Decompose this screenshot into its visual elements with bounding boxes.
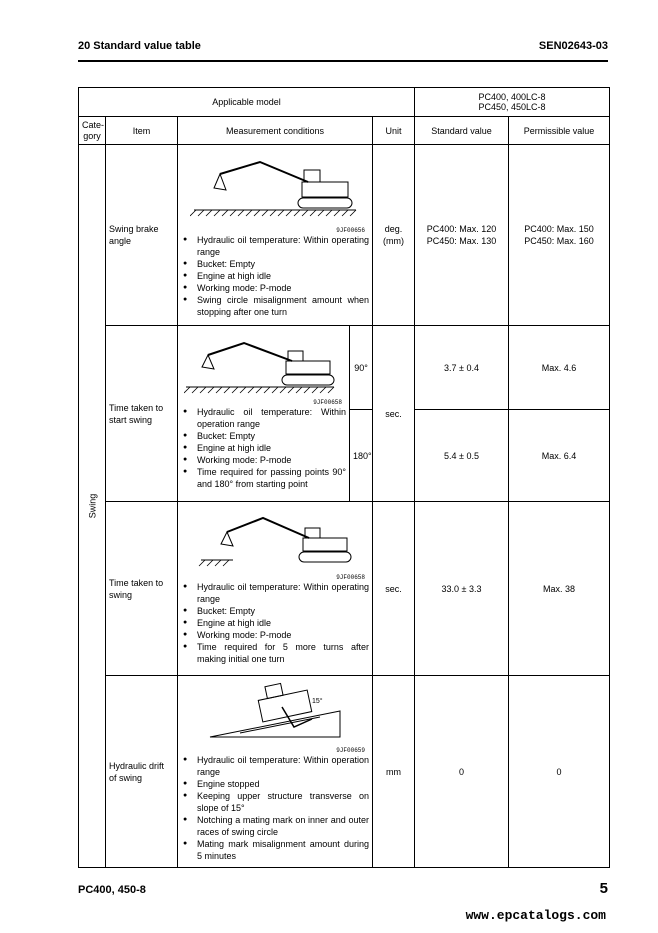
slope-excavator-figure <box>200 681 350 747</box>
excavator-figure <box>184 337 344 399</box>
category-cell <box>79 145 106 868</box>
standard-value: 0 <box>415 676 509 868</box>
condition-item: ● Working mode: P-mode <box>181 282 369 294</box>
permissible-value <box>509 145 610 326</box>
permissible-value: Max. 6.4 <box>509 410 610 502</box>
condition-item: ● Time required for 5 more turns after making initial one turn <box>181 641 369 665</box>
condition-item: ● Hydraulic oil temperature: Within operating range <box>181 234 369 258</box>
condition-item: ● Hydraulic oil temperature: Within operation range <box>181 754 369 778</box>
permissible-pc400: PC400: Max. 150 <box>524 224 594 234</box>
col-permissible: Permissible value <box>509 117 610 145</box>
condition-item: ● Time required for passing points 90° and 180° from starting point <box>181 466 346 490</box>
col-standard: Standard value <box>415 117 509 145</box>
col-category-line1: Cate- <box>82 119 105 130</box>
condition-item: ● Engine at high idle <box>181 617 369 629</box>
condition-item: ● Mating mark misalignment amount during 5 minutes <box>181 838 369 862</box>
table-row <box>79 145 610 326</box>
standard-pc450: PC450: Max. 130 <box>426 236 497 246</box>
col-item: Item <box>106 117 178 145</box>
standard-value: 33.0 ± 3.3 <box>415 502 509 676</box>
table-row <box>79 676 610 868</box>
figure-code: 9JF00658 <box>313 399 342 406</box>
col-conditions: Measurement conditions <box>178 117 373 145</box>
conditions-list <box>181 581 369 665</box>
excavator-figure <box>193 512 358 574</box>
conditions-cell <box>178 326 350 502</box>
permissible-value: Max. 38 <box>509 502 610 676</box>
slope-angle-label: 15° <box>312 698 323 705</box>
excavator-figure <box>190 152 360 227</box>
unit-cell: sec. <box>373 326 415 502</box>
page-number: 5 <box>599 880 608 897</box>
conditions-list <box>181 406 346 490</box>
model-1: PC400, 400LC-8 <box>478 92 546 102</box>
condition-item: ● Working mode: P-mode <box>181 629 369 641</box>
col-category-line2: gory <box>83 130 101 141</box>
unit-cell <box>373 145 415 326</box>
conditions-cell <box>178 145 373 326</box>
angle-180: 180° <box>350 410 373 502</box>
model-2: PC450, 450LC-8 <box>478 102 546 112</box>
table-row <box>79 326 610 410</box>
figure-code: 9JF00656 <box>336 227 365 234</box>
conditions-list <box>181 754 369 862</box>
footer-model: PC400, 450-8 <box>78 884 146 896</box>
permissible-value: 0 <box>509 676 610 868</box>
condition-item: ● Notching a mating mark on inner and outer races of swing circle <box>181 814 369 838</box>
permissible-pc450: PC450: Max. 160 <box>524 236 594 246</box>
condition-item: ● Swing circle misalignment amount when stopping after one turn <box>181 294 369 318</box>
table-row <box>79 502 610 676</box>
standard-value: 3.7 ± 0.4 <box>415 326 509 410</box>
conditions-list <box>181 234 369 318</box>
condition-item: ● Keeping upper structure transverse on slope of 15° <box>181 790 369 814</box>
standard-pc400: PC400: Max. 120 <box>426 224 497 234</box>
conditions-cell <box>178 676 373 868</box>
col-category <box>79 117 106 145</box>
condition-item: ● Hydraulic oil temperature: Within operation range <box>181 406 346 430</box>
condition-item: ● Engine stopped <box>181 778 369 790</box>
section-title: 20 Standard value table <box>78 40 201 52</box>
item-name: Swing brake angle <box>106 145 178 326</box>
condition-item: ● Bucket: Empty <box>181 258 369 270</box>
model-row <box>79 88 610 117</box>
applicable-model-label: Applicable model <box>79 88 415 117</box>
conditions-cell <box>178 502 373 676</box>
figure-code: 9JF00658 <box>336 574 365 581</box>
standard-value: 5.4 ± 0.5 <box>415 410 509 502</box>
document-code: SEN02643-03 <box>538 40 608 52</box>
condition-item: ● Engine at high idle <box>181 270 369 282</box>
header-rule <box>78 60 608 62</box>
unit-cell: mm <box>373 676 415 868</box>
watermark: www.epcatalogs.com <box>465 908 606 923</box>
item-name: Time taken to start swing <box>106 326 178 502</box>
condition-item: ● Engine at high idle <box>181 442 346 454</box>
unit-line1: deg. <box>384 224 403 234</box>
condition-item: ● Working mode: P-mode <box>181 454 346 466</box>
column-header-row <box>79 117 610 145</box>
figure-code: 9JF00659 <box>336 747 365 754</box>
applicable-models <box>415 88 610 117</box>
angle-90: 90° <box>350 326 373 410</box>
standard-value-table <box>78 87 610 868</box>
standard-value <box>415 145 509 326</box>
unit-line2: (mm) <box>383 236 404 246</box>
item-name: Hydraulic drift of swing <box>106 676 178 868</box>
unit-cell: sec. <box>373 502 415 676</box>
condition-item: ● Bucket: Empty <box>181 430 346 442</box>
permissible-value: Max. 4.6 <box>509 326 610 410</box>
condition-item: ● Bucket: Empty <box>181 605 369 617</box>
item-name: Time taken to swing <box>106 502 178 676</box>
col-unit: Unit <box>373 117 415 145</box>
condition-item: ● Hydraulic oil temperature: Within operating range <box>181 581 369 605</box>
category-label: Swing <box>86 493 97 519</box>
